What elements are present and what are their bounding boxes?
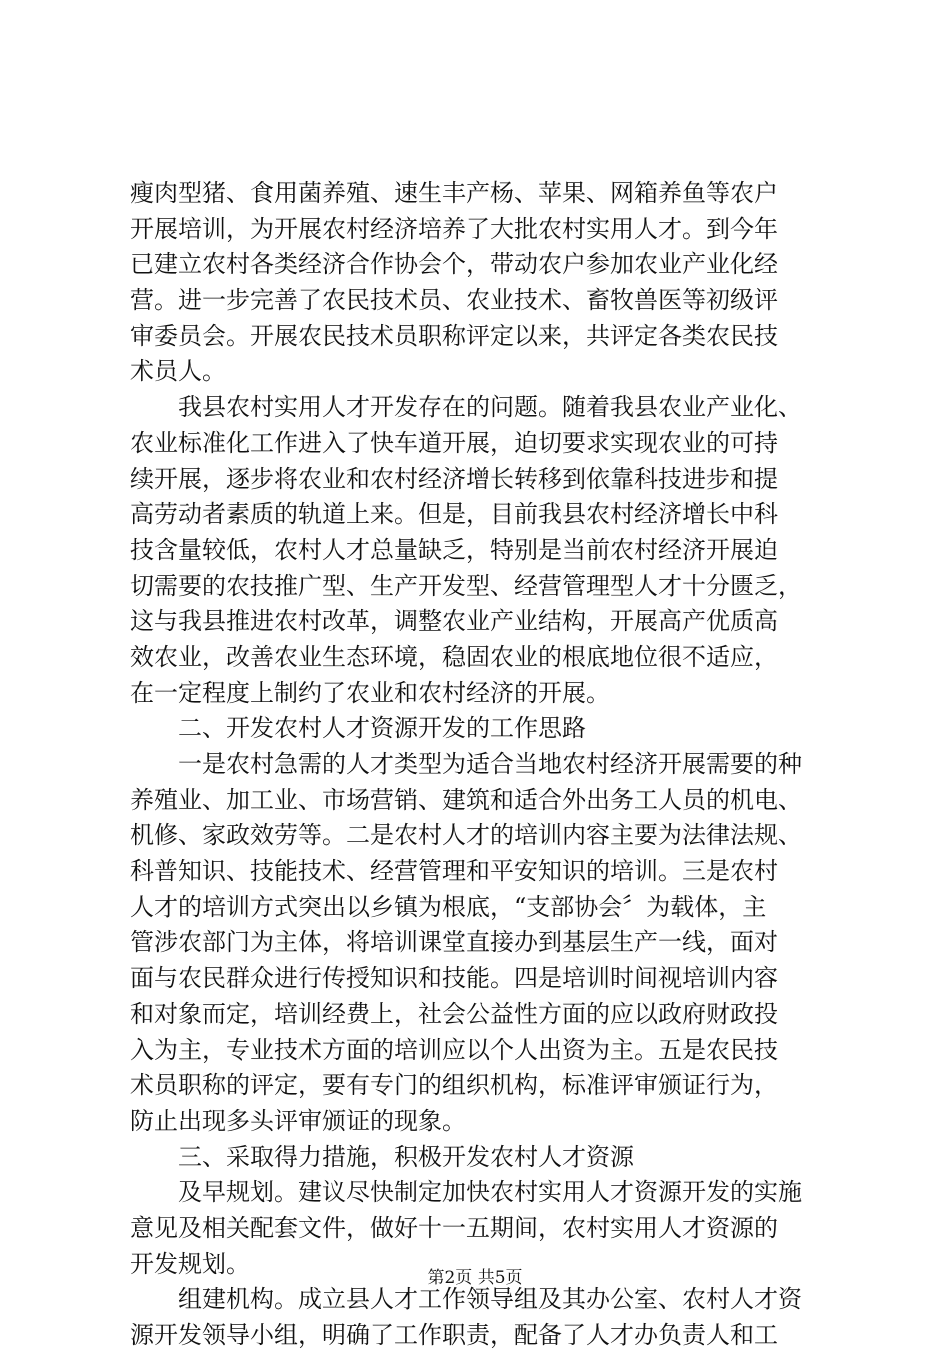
text-line: 在一定程度上制约了农业和农村经济的开展。 [130,678,610,707]
page-number-label: 第2页 共5页 [427,1268,523,1288]
text-line: 我县农村实用人才开发存在的问题。随着我县农业产业化、 [178,393,802,422]
text-line: 养殖业、加工业、市场营销、建筑和适合外出务工人员的机电、 [130,785,802,814]
text-line: 续开展，逐步将农业和农村经济增长转移到依靠科技进步和提 [130,464,778,493]
text-line: 已建立农村各类经济合作协会个，带动农户参加农业产业化经 [130,250,778,279]
text-line: 和对象而定，培训经费上，社会公益性方面的应以政府财政投 [130,999,778,1028]
text-line: 这与我县推进农村改革，调整农业产业结构，开展高产优质高 [130,607,778,636]
text-line: 开展培训，为开展农村经济培养了大批农村实用人才。到今年 [130,214,778,243]
text-line: 源开发领导小组，明确了工作职责，配备了人才办负责人和工 [130,1321,778,1349]
text-line: 机修、家政效劳等。二是农村人才的培训内容主要为法律法规、 [130,821,802,850]
text-line: 术员人。 [130,357,226,386]
text-line: 入为主，专业技术方面的培训应以个人出资为主。五是农民技 [130,1035,778,1064]
text-line: 一是农村急需的人才类型为适合当地农村经济开展需要的种 [178,750,802,778]
text-line: 切需要的农技推广型、生产开发型、经营管理型人才十分匮乏， [130,571,802,600]
text-line: 营。进一步完善了农民技术员、农业技术、畜牧兽医等初级评 [130,286,778,315]
paragraph [130,390,830,711]
document-body [130,176,830,1354]
paragraph [130,1140,830,1176]
text-line: 二、开发农村人才资源开发的工作思路 [178,714,586,743]
text-line: 瘦肉型猪、食用菌养殖、速生丰产杨、苹果、网箱养鱼等农户 [130,179,778,207]
text-line: 科普知识、技能技术、经营管理和平安知识的培训。三是农村 [130,857,778,886]
text-line: 防止出现多头评审颁证的现象。 [130,1106,466,1135]
paragraph [130,747,830,1140]
text-line: 组建机构。成立县人才工作领导组及其办公室、农村人才资 [178,1285,802,1314]
text-line: 及早规划。建议尽快制定加快农村实用人才资源开发的实施 [178,1178,802,1207]
text-line: 人才的培训方式突出以乡镇为根底，“支部协会〞为载体，主 [130,892,767,921]
text-line: 面与农民群众进行传授知识和技能。四是培训时间视培训内容 [130,964,778,993]
text-line: 效农业，改善农业生态环境，稳固农业的根底地位很不适应， [130,642,778,671]
text-line: 意见及相关配套文件，做好十一五期间，农村实用人才资源的 [130,1213,778,1242]
text-line: 农业标准化工作进入了快车道开展，迫切要求实现农业的可持 [130,428,778,457]
page-footer [0,1266,950,1290]
text-line: 高劳动者素质的轨道上来。但是，目前我县农村经济增长中科 [130,500,778,529]
text-line: 管涉农部门为主体，将培训课堂直接办到基层生产一线，面对 [130,928,778,957]
text-line: 开发规划。 [130,1249,250,1278]
text-line: 三、采取得力措施，积极开发农村人才资源 [178,1142,634,1171]
text-line: 审委员会。开展农民技术员职称评定以来，共评定各类农民技 [130,321,778,350]
paragraph [130,1282,830,1353]
text-line: 技含量较低，农村人才总量缺乏，特别是当前农村经济开展迫 [130,535,778,564]
paragraph [130,176,830,390]
text-line: 术员职称的评定，要有专门的组织机构，标准评审颁证行为， [130,1071,778,1100]
paragraph [130,711,830,747]
